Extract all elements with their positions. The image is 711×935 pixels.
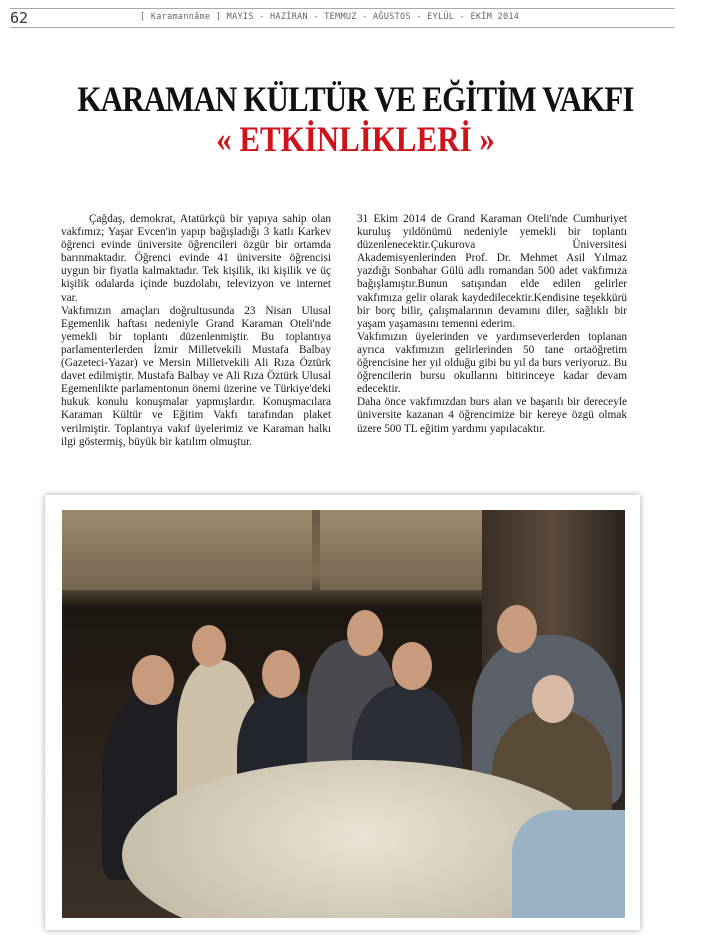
person-head — [192, 625, 226, 667]
header-rule-top — [10, 8, 675, 9]
page-number: 62 — [10, 9, 29, 27]
photo-frame — [45, 495, 640, 930]
right-column — [357, 213, 627, 436]
header-rule-bottom — [10, 27, 675, 28]
person-head — [532, 675, 574, 723]
event-photo — [62, 510, 625, 918]
person-head — [132, 655, 174, 705]
article-subtitle: « ETKİNLİKLERİ » — [216, 119, 495, 159]
left-column — [61, 213, 331, 449]
paragraph: Vakfımızın amaçları doğrultusunda 23 Nisan Ulusal Egemenlik haftası nedeniyle Grand Karaman Oteli'nde yemekli bir toplantı düzenlenmiştir. Bu toplantıya parlamenterlerden İzmir Milletvekili Mustafa Balbay (Gazeteci-Yazar) ve Mersin Milletvekili Ali Rıza Öztürk davet edilmiştir. Mustafa Balbay ve Ali Rıza Öztürk Ulusal Egemenlikte parlamentonun önemi üzerine ve Türkiye'deki hukuk konulu konuşmalar yapmışlardır. Konuşmacılara Karaman Kültür ve Eğitim Vakfı tarafından plaket verilmiştir. Toplantıya vakıf üyelerimiz ve Karaman halkı ilgi göstermiş, büyük bir katılım olmuştur. — [61, 304, 331, 448]
paragraph: Çağdaş, demokrat, Atatürkçü bir yapıya sahip olan vakfımız; Yaşar Evcen'in yapıp bağışladığı 3 katlı Karkev öğrenci evinde üniversite öğrencileri özgür bir ortamda barınmaktadır. Öğrenci evinde 41 üniversite öğrencisi uygun bir fiyatla kalmaktadır. Tek kişilik, iki kişilik ve üç kişilik odalarda içinde buzdolabı, televizyon ve internet var. — [61, 213, 331, 304]
window-blind — [320, 510, 485, 590]
article-title: KARAMAN KÜLTÜR VE EĞİTİM VAKFI — [77, 79, 634, 119]
person-head — [347, 610, 383, 656]
window-blind — [62, 510, 312, 590]
paragraph: 31 Ekim 2014 de Grand Karaman Oteli'nde Cumhuriyet kuruluş yıldönümü nedeniyle yemekli bir toplantı düzenlenecektir.Çukurova Üniversitesi Akademisyenlerinden Prof. Dr. Mehmet Asil Yılmaz yazdığı Sonbahar Gülü adlı romandan 500 adet vakfımıza bağışlamıştır.Bunun satışından elde edilen gelirler vakfımıza gelir olarak kaydedilecektir.Kendisine teşekkürü bir borç bilir, çalışmalarının devamını diler, sağlıklı bir yaşam yaşamasını temenni ederim. — [357, 213, 627, 330]
person-head — [392, 642, 432, 690]
person-foreground — [512, 810, 625, 918]
running-header: [ Karamannâme ] MAYIS - HAZİRAN - TEMMUZ - AĞUSTOS - EYLÜL - EKİM 2014 — [140, 12, 520, 22]
paragraph: Vakfımızın üyelerinden ve yardımseverlerden toplanan ayrıca vakfımızın gelirlerinden 50 tane ortaöğretim öğrencisine her yıl olduğu gibi bu yıl da burs veriyoruz. Bu öğrencilerin bursu okullarını bitirinceye kadar devam edecektir. — [357, 330, 627, 396]
paragraph: Daha önce vakfımızdan burs alan ve başarılı bir dereceyle üniversite kazanan 4 öğrencimize bir kereye özgü olmak üzere 500 TL eğitim yardımı yapılacaktır. — [357, 396, 627, 435]
person-head — [497, 605, 537, 653]
person-head — [262, 650, 300, 698]
